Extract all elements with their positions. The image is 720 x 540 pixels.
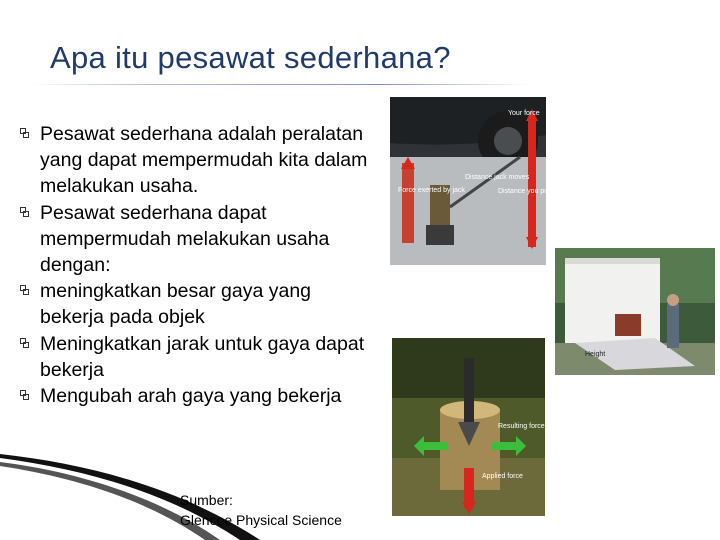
bullet-item — [20, 278, 380, 330]
bullet-list — [20, 121, 380, 409]
bullet-item — [20, 331, 380, 383]
bullet-text: meningkatkan besar gaya yang bekerja pada objek — [40, 280, 312, 329]
ramp-photo — [555, 248, 715, 375]
bullet-icon — [20, 128, 29, 138]
bullet-icon — [20, 390, 29, 400]
car-jack-photo — [390, 97, 556, 265]
bullet-icon — [20, 285, 29, 295]
bullet-text: Pesawat sederhana adalah peralatan yang dapat mempermudah kita dalam melakukan usaha. — [40, 123, 368, 198]
bullet-icon — [20, 207, 29, 217]
source-label: Sumber: — [180, 492, 233, 508]
source-citation — [180, 490, 342, 530]
label-your-force: Your force — [508, 110, 540, 117]
label-resulting-force: Resulting force — [498, 423, 545, 430]
label-applied-force: Applied force — [482, 473, 523, 480]
source-text: Glencoe Physical Science — [180, 512, 342, 528]
axe-wedge-photo — [392, 338, 545, 516]
bullet-item — [20, 121, 380, 200]
title-underline — [30, 84, 530, 85]
label-distance-you: Distance you push — [498, 188, 556, 195]
bullet-icon — [20, 338, 29, 348]
bullet-text: Mengubah arah gaya yang bekerja — [40, 385, 342, 408]
slide-title: Apa itu pesawat sederhana? — [50, 40, 451, 75]
bullet-text: Pesawat sederhana dapat mempermudah melakukan usaha dengan: — [40, 201, 330, 277]
bullet-text: Meningkatkan jarak untuk gaya dapat bekerja — [40, 332, 365, 381]
label-height: Height — [585, 351, 606, 358]
bullet-item — [20, 383, 380, 409]
label-force-jack: Force exerted by jack — [398, 187, 465, 194]
bullet-item — [20, 200, 380, 279]
label-distance-jack: Distance jack moves — [465, 174, 530, 181]
